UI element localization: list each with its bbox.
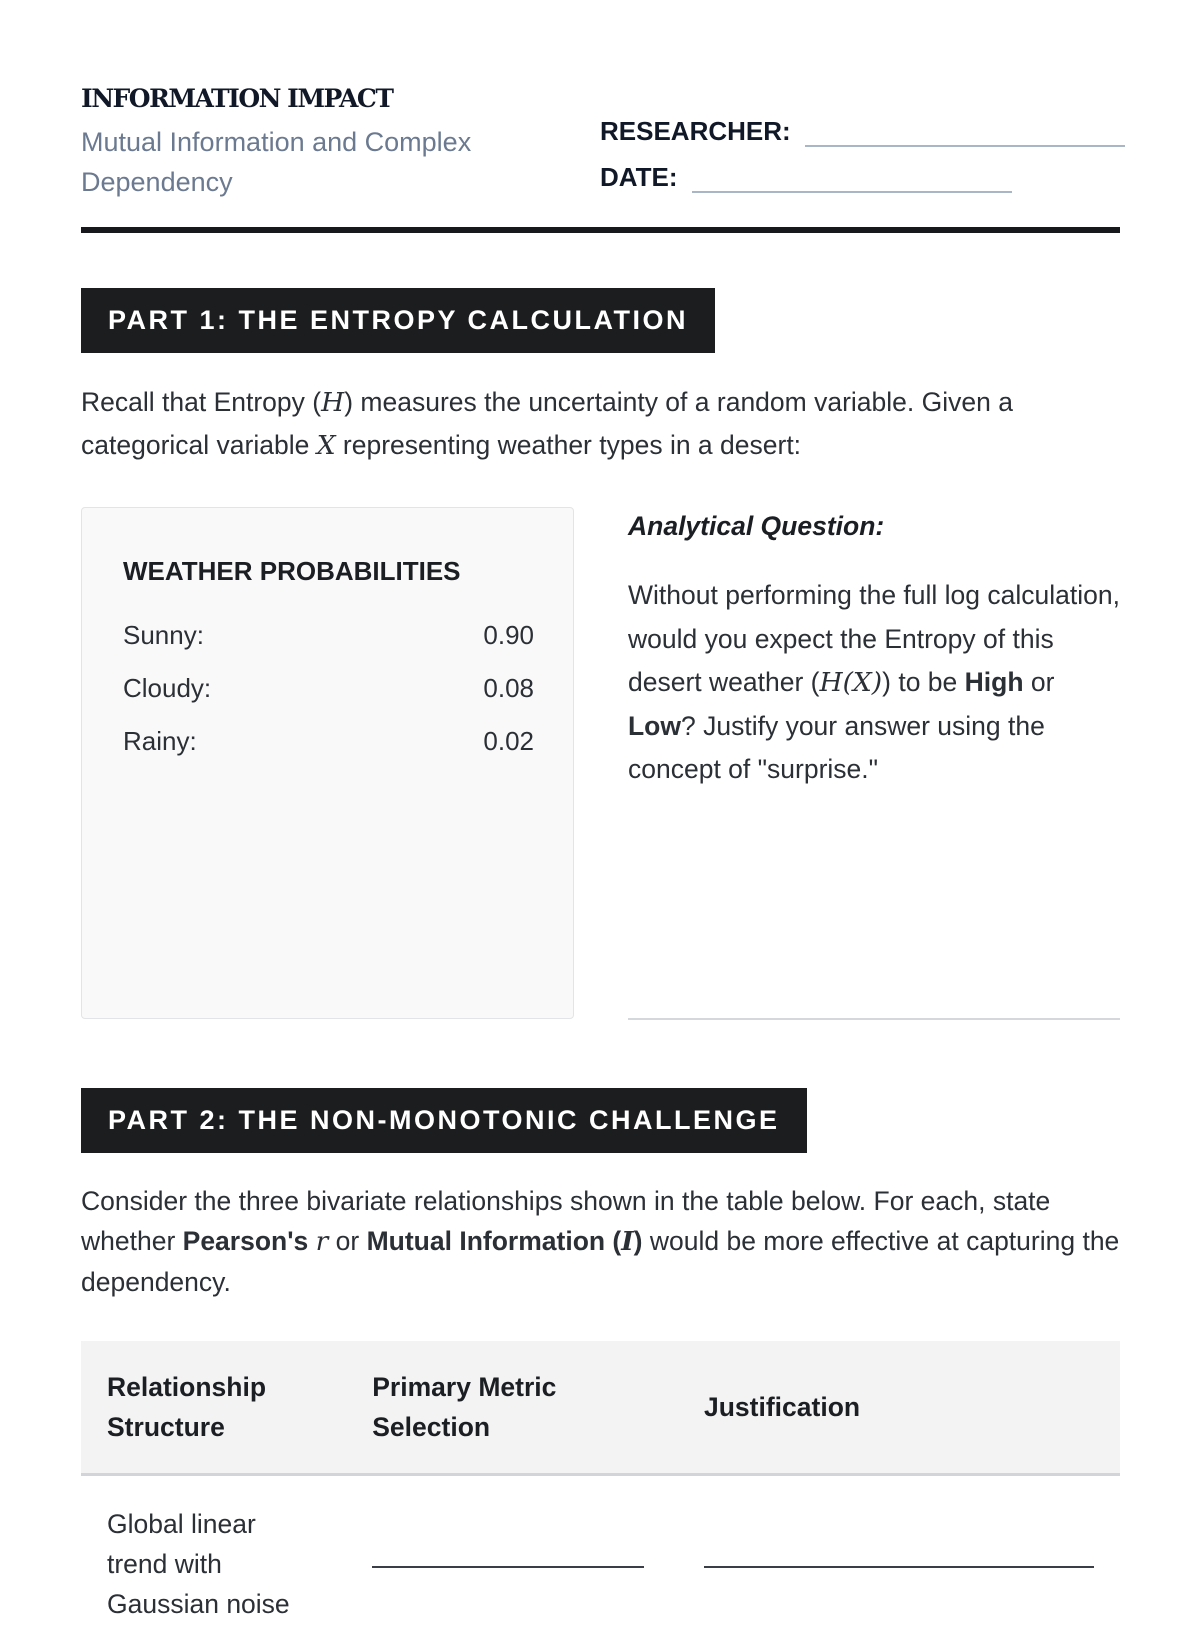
date-label: DATE:: [600, 162, 678, 193]
justification-cell: [678, 1475, 1120, 1652]
relationship-structure: Global linear trend with Gaussian noise: [81, 1475, 346, 1652]
intro-text: Recall that Entropy (: [81, 387, 321, 417]
intro-text: ) measures the uncertainty of a random variable. Given a categorical variable: [81, 387, 1013, 460]
intro-text: Consider the three bivariate relationships shown in the table below. For each, state whether: [81, 1186, 1050, 1256]
emphasis-mi: Mutual Information (: [367, 1226, 622, 1256]
prob-label: Cloudy:: [123, 673, 211, 704]
part2-heading: PART 2: THE NON-MONOTONIC CHALLENGE: [81, 1088, 807, 1153]
metric-answer-line[interactable]: [372, 1566, 644, 1568]
intro-text: would be more effective at capturing the dependency.: [81, 1226, 1119, 1297]
question-text: ) to be: [882, 667, 965, 697]
date-input-line[interactable]: [692, 163, 1012, 193]
weather-probabilities-box: [81, 507, 574, 1019]
col-header: Primary Metric Selection: [346, 1341, 678, 1475]
col-header: Relationship Structure: [81, 1341, 346, 1475]
header-divider: [81, 227, 1120, 233]
question-text: ? Justify your answer using the concept of "surprise.": [628, 711, 1045, 785]
prob-value: 0.02: [483, 726, 534, 757]
part1-intro: [81, 381, 1126, 467]
researcher-input-line[interactable]: [805, 117, 1125, 147]
analytical-question-text: [628, 574, 1128, 792]
question-text: or: [1024, 667, 1055, 697]
probability-row: [123, 620, 534, 651]
worksheet-title: INFORMATION IMPACT: [81, 84, 392, 113]
researcher-field: [600, 116, 1125, 147]
researcher-label: RESEARCHER:: [600, 116, 791, 147]
math-i: I: [621, 1226, 633, 1257]
prob-value: 0.90: [483, 620, 534, 651]
part2-intro: [81, 1181, 1126, 1302]
metric-cell: [346, 1475, 678, 1652]
prob-label: Rainy:: [123, 726, 197, 757]
emphasis-pearson: Pearson's: [183, 1226, 316, 1256]
prob-value: 0.08: [483, 673, 534, 704]
math-hx: H(X): [819, 667, 882, 698]
intro-text: representing weather types in a desert:: [336, 430, 801, 460]
question-text: Without performing the full log calculation, would you expect the Entropy of this desert weather (: [628, 580, 1120, 697]
probability-row: [123, 726, 534, 757]
table-header-row: [81, 1341, 1120, 1475]
box-title: WEATHER PROBABILITIES: [123, 556, 461, 587]
part1-heading: PART 1: THE ENTROPY CALCULATION: [81, 288, 715, 353]
math-x: X: [317, 430, 336, 461]
date-field: [600, 162, 1012, 193]
emphasis-high: High: [965, 667, 1024, 697]
table-row: [81, 1475, 1120, 1652]
intro-text: or: [328, 1226, 366, 1256]
justification-answer-line[interactable]: [704, 1566, 1094, 1568]
math-h: H: [321, 387, 344, 418]
probability-row: [123, 673, 534, 704]
relationship-table: [81, 1341, 1120, 1652]
col-header: Justification: [678, 1341, 1120, 1475]
answer-line[interactable]: [628, 1018, 1120, 1020]
analytical-question-heading: Analytical Question:: [628, 511, 884, 542]
prob-label: Sunny:: [123, 620, 204, 651]
emphasis-low: Low: [628, 711, 681, 741]
math-r: r: [316, 1226, 329, 1257]
emphasis-mi: ): [634, 1226, 643, 1256]
worksheet-subtitle: Mutual Information and Complex Dependency: [81, 122, 521, 202]
